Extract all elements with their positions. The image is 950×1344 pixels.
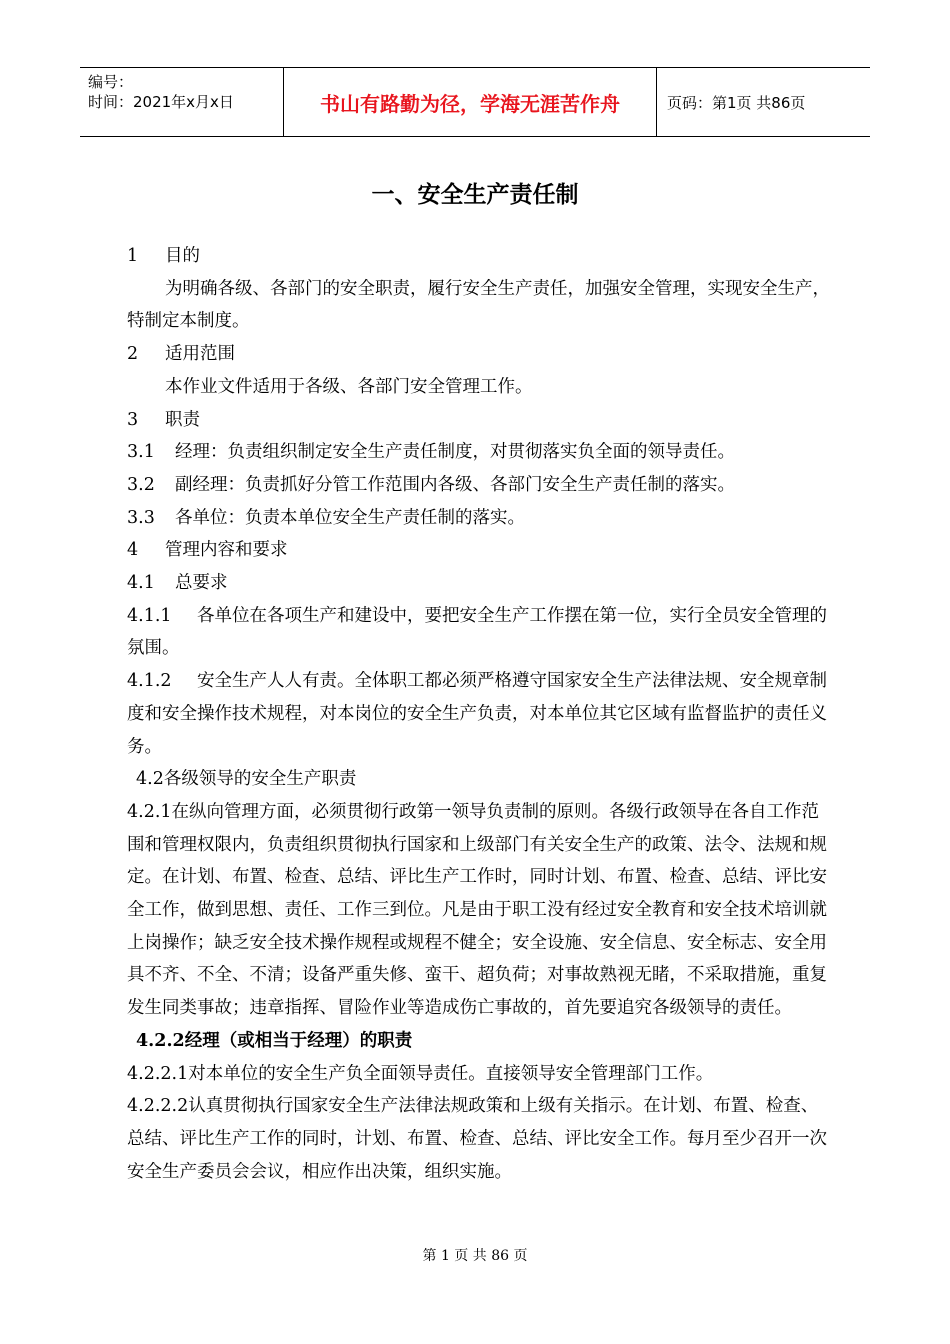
paragraph: 为明确各级、各部门的安全职责，履行安全生产责任，加强安全管理，实现安全生产，特制定本制度。 <box>127 278 830 332</box>
paragraph: 4.2.2.1对本单位的安全生产负全面领导责任。直接领导安全管理部门工作。 <box>127 1063 714 1084</box>
paragraph: 3.1 经理：负责组织制定安全生产责任制度，对贯彻落实负全面的领导责任。 <box>127 442 735 463</box>
section-heading: 4.1 总要求 <box>127 573 228 594</box>
document-title: 一、安全生产责任制 <box>371 182 579 208</box>
paragraph: 3.3 各单位：负责本单位安全生产责任制的落实。 <box>127 507 525 528</box>
paragraph: 本作业文件适用于各级、各部门安全管理工作。 <box>165 376 533 397</box>
header-meta <box>80 68 283 136</box>
section-heading: 4 管理内容和要求 <box>127 540 288 561</box>
paragraph: 4.1.2 安全生产人人有责。全体职工都必须严格遵守国家安全生产法律法规、安全规章制度和安全操作技术规程，对本岗位的安全生产负责，对本单位其它区域有监督监护的责任义务。 <box>127 671 827 757</box>
paragraph: 4.2.1在纵向管理方面，必须贯彻行政第一领导负责制的原则。各级行政领导在各自工作范围和管理权限内，负责组织贯彻执行国家和上级部门有关安全生产的政策、法令、法规和规定。在计划、布置、检查、总结、评比生产工作时，同时计划、布置、检查、总结、评比安全工作，做到思想、责任、工作三到位。凡是由于职工没有经过安全教育和安全技术培训就上岗操作；缺乏安全技术操作规程或规程不健全；安全设施、安全信息、安全标志、安全用具不齐、不全、不清；设备严重失修、蛮干、超负荷；对事故熟视无睹，不采取措施，重复发生同类事故；违章指挥、冒险作业等造成伤亡事故的，首先要追究各级领导的责任。 <box>127 801 827 1019</box>
paragraph: 4.2.2.2认真贯彻执行国家安全生产法律法规政策和上级有关指示。在计划、布置、检查、总结、评比生产工作的同时，计划、布置、检查、总结、评比安全工作。每月至少召开一次安全生产委员会会议，相应作出决策，组织实施。 <box>127 1096 827 1182</box>
code-label: 编号： <box>88 73 134 91</box>
section-heading: 3 职责 <box>127 409 200 430</box>
section-heading: 1 目的 <box>127 246 200 266</box>
header-motto: 书山有路勤为径，学海无涯苦作舟 <box>283 68 657 136</box>
page-header <box>80 67 870 137</box>
paragraph: 4.1.1 各单位在各项生产和建设中，要把安全生产工作摆在第一位，实行全员安全管理的氛围。 <box>127 605 827 659</box>
date-label: 时间：2021年x月x日 <box>88 93 234 111</box>
section-heading: 4.2.2经理（或相当于经理）的职责 <box>136 1030 413 1051</box>
document-body <box>127 240 835 1188</box>
paragraph: 3.2 副经理：负责抓好分管工作范围内各级、各部门安全生产责任制的落实。 <box>127 474 735 495</box>
section-heading: 2 适用范围 <box>127 344 235 365</box>
header-page-info: 页码：第1页 共86页 <box>667 93 806 112</box>
section-heading: 4.2各级领导的安全生产职责 <box>136 769 357 790</box>
page-footer: 第 1 页 共 86 页 <box>422 1248 528 1264</box>
